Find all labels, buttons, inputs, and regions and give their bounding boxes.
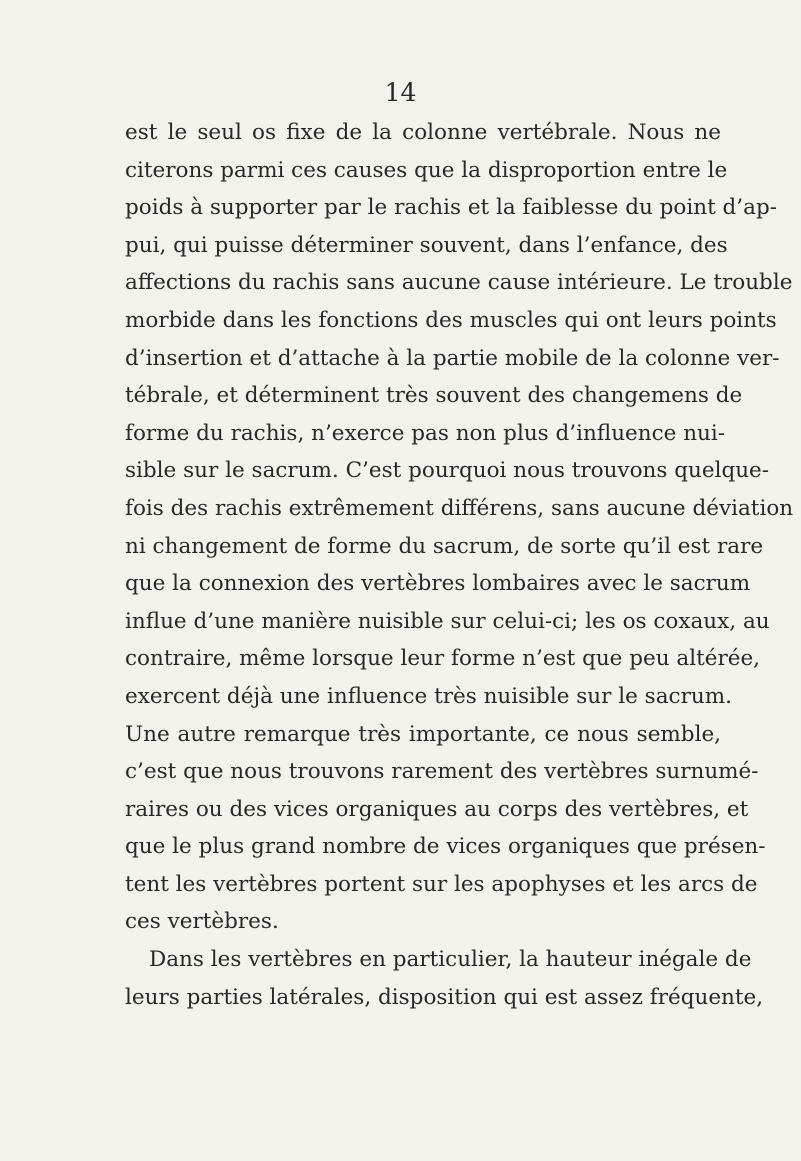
text-line: affections du rachis sans aucune cause intérieure. Le trouble: [125, 270, 793, 296]
text-line: est le seul os fixe de la colonne vertébrale. Nous ne: [125, 120, 721, 145]
body-text: [125, 114, 794, 1016]
text-line: tébrale, et déterminent très souvent des changemens de: [125, 383, 743, 409]
text-line: influe d’une manière nuisible sur celui-ci; les os coxaux, au: [125, 608, 770, 634]
text-line: fois des rachis extrêmement différens, sans aucune déviation: [125, 495, 794, 521]
text-line: raires ou des vices organiques au corps des vertèbres, et: [125, 796, 749, 822]
text-line: ni changement de forme du sacrum, de sorte qu’il est rare: [125, 533, 764, 559]
text-line: poids à supporter par le rachis et la faiblesse du point d’ap-: [125, 195, 777, 221]
text-line: ces vertèbres.: [125, 909, 279, 935]
text-line: sible sur le sacrum. C’est pourquoi nous trouvons quelque-: [125, 458, 770, 484]
text-line: forme du rachis, n’exerce pas non plus d’influence nui-: [125, 420, 726, 446]
text-line: c’est que nous trouvons rarement des vertèbres surnumé-: [125, 759, 759, 785]
text-line: d’insertion et d’attache à la partie mobile de la colonne ver-: [125, 345, 780, 371]
text-line: que le plus grand nombre de vices organiques que présen-: [125, 834, 766, 860]
text-line: citerons parmi ces causes que la disproportion entre le: [125, 157, 728, 183]
text-line: Une autre remarque très importante, ce nous semble,: [125, 721, 721, 747]
text-line: morbide dans les fonctions des muscles qui ont leurs points: [125, 307, 777, 333]
page-number: 14: [384, 78, 417, 107]
text-line: tent les vertèbres portent sur les apophyses et les arcs de: [125, 871, 758, 897]
text-line: que la connexion des vertèbres lombaires avec le sacrum: [125, 571, 751, 597]
text-line: contraire, même lorsque leur forme n’est que peu altérée,: [125, 646, 761, 672]
text-line: Dans les vertèbres en particulier, la hauteur inégale de: [149, 947, 752, 973]
text-line: exercent déjà une influence très nuisible sur le sacrum.: [125, 683, 732, 709]
text-line: leurs parties latérales, disposition qui est assez fréquente,: [125, 984, 764, 1010]
text-line: pui, qui puisse déterminer souvent, dans l’enfance, des: [125, 232, 728, 258]
